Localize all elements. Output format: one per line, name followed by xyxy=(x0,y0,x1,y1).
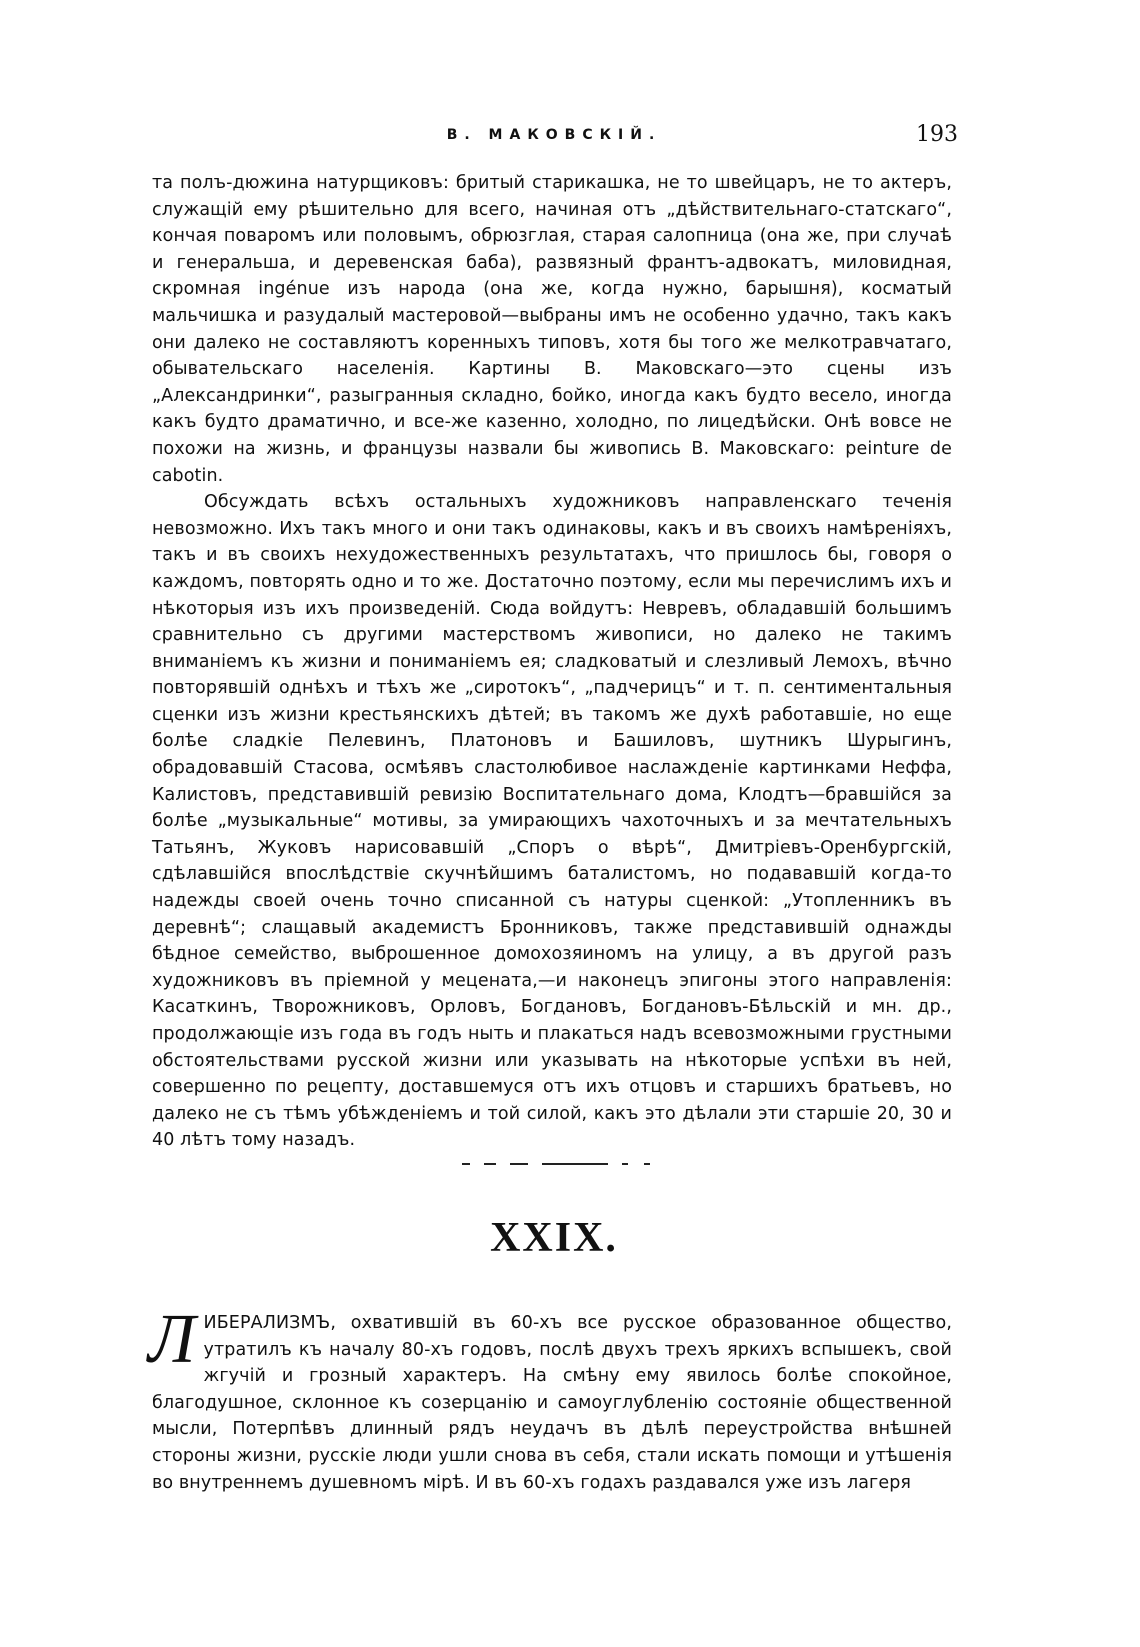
separator-dash xyxy=(622,1163,628,1165)
page-number: 193 xyxy=(916,122,958,147)
paragraph-painters-list: Обсуждать всѣхъ остальныхъ художниковъ направленскаго теченія невозможно. Ихъ такъ много и они такъ одинаковы, какъ и въ своихъ намѣреніяхъ, такъ и въ своихъ нехудожественныхъ результатахъ, что пришлось бы, говоря о каждомъ, повторять одно и то же. Достаточно поэтому, если мы перечислимъ ихъ и нѣкоторыя изъ ихъ произведеній. Сюда войдутъ: Невревъ, обладавшій большимъ сравнительно съ другими мастерствомъ живописи, но далеко не такимъ вниманіемъ къ жизни и пониманіемъ ея; сладковатый и слезливый Лемохъ, вѣчно повторявшій однѣхъ и тѣхъ же „сиротокъ“, „падчерицъ“ и т. п. сентиментальныя сценки изъ жизни крестьянскихъ дѣтей; въ такомъ же духѣ работавшіе, но еще болѣе сладкіе Пелевинъ, Платоновъ и Башиловъ, шутникъ Шурыгинъ, обрадовавшій Стасова, осмѣявъ сластолюбивое наслажденіе картинками Неффа, Калистовъ, представившій ревизію Воспитательнаго дома, Клодтъ—бравшійся за болѣе „музыкальные“ мотивы, за умирающихъ чахоточныхъ и за мечтательныхъ Татьянъ, Жуковъ нарисовавшій „Споръ о вѣрѣ“, Дмитріевъ-Оренбургскій, сдѣлавшійся впослѣдствіе скучнѣйшимъ баталистомъ, но подававшій когда-то надежды своей очень точно списанной съ натуры сценкой: „Утопленникъ въ деревнѣ“; слащавый академистъ Бронниковъ, также представившій однажды бѣдное семейство, выброшенное домохозяиномъ на улицу, а въ другой разъ художниковъ въ пріемной у мецената,—и наконецъ эпигоны этого направленія: Касаткинъ, Творожниковъ, Орловъ, Богдановъ, Богдановъ-Бѣльскій и мн. др., продолжающіе изъ года въ годъ ныть и плакаться надъ всевозможными грустными обстоятельствами русской жизни или указывать на нѣкоторые успѣхи въ ней, совершенно по рецепту, доставшемуся отъ ихъ отцовъ и старшихъ братьевъ, но далеко не съ тѣмъ убѣжденіемъ и той силой, какъ это дѣлали эти старшіе 20, 30 и 40 лѣтъ тому назадъ. xyxy=(152,492,952,1151)
separator-dash xyxy=(542,1163,608,1165)
running-title: В. МАКОВСКІЙ. xyxy=(446,127,662,143)
lead-word: ИБЕРАЛИЗМЪ, xyxy=(203,1313,336,1333)
chapter-text xyxy=(148,1301,952,1496)
chapter-opening-paragraph xyxy=(148,1301,952,1496)
drop-cap: Л xyxy=(148,1301,196,1378)
separator-dash xyxy=(462,1163,470,1165)
paragraph-continued: та полъ-дюжина натурщиковъ: бритый старикашка, не то швейцаръ, не то актеръ, служащій ему рѣшительно для всего, начиная отъ „дѣйствительнаго-статскаго“, кончая поваромъ или половымъ, обрюзглая, старая салопница (она же, при случаѣ и генеральша, и деревенская баба), развязный франтъ-адвокатъ, миловидная, скромная ingénue изъ народа (она же, когда нужно, барышня), косматый мальчишка и разудалый мастеровой—выбраны имъ не особенно удачно, такъ какъ они далеко не составляютъ коренныхъ типовъ, хотя бы того же мелкотравчатаго, обывательскаго населенія. Картины В. Маковскаго—это сцены изъ „Александринки“, разыгранныя складно, бойко, иногда какъ будто весело, иногда какъ будто драматично, и все-же казенно, холодно, по лицедѣйски. Онѣ вовсе не похожи на жизнь, и французы назвали бы живопись В. Маковскаго: peinture de cabotin. xyxy=(152,173,952,486)
separator-dash xyxy=(644,1163,650,1165)
paragraph-rest: охватившій въ 60-хъ все русское образованное общество, утратилъ къ началу 80-хъ годовъ, послѣ двухъ трехъ яркихъ вспышекъ, свой жгучій и грозный характеръ. На смѣну ему явилось болѣе спокойное, благодушное, склонное къ созерцанію и самоуглубленію состояніе общественной мысли, Потерпѣвъ длинный рядъ неудачъ въ дѣлѣ переустройства внѣшней стороны жизни, русскіе люди ушли снова въ себя, стали искать помощи и утѣшенія во внутреннемъ душевномъ мірѣ. И въ 60-хъ годахъ раздавался уже изъ лагеря xyxy=(152,1313,952,1493)
section-text xyxy=(152,170,952,1154)
chapter-number: XXIX. xyxy=(490,1215,618,1261)
separator-dash xyxy=(510,1163,528,1165)
section-separator xyxy=(462,1159,650,1169)
separator-dash xyxy=(484,1163,496,1165)
running-head xyxy=(150,120,958,150)
